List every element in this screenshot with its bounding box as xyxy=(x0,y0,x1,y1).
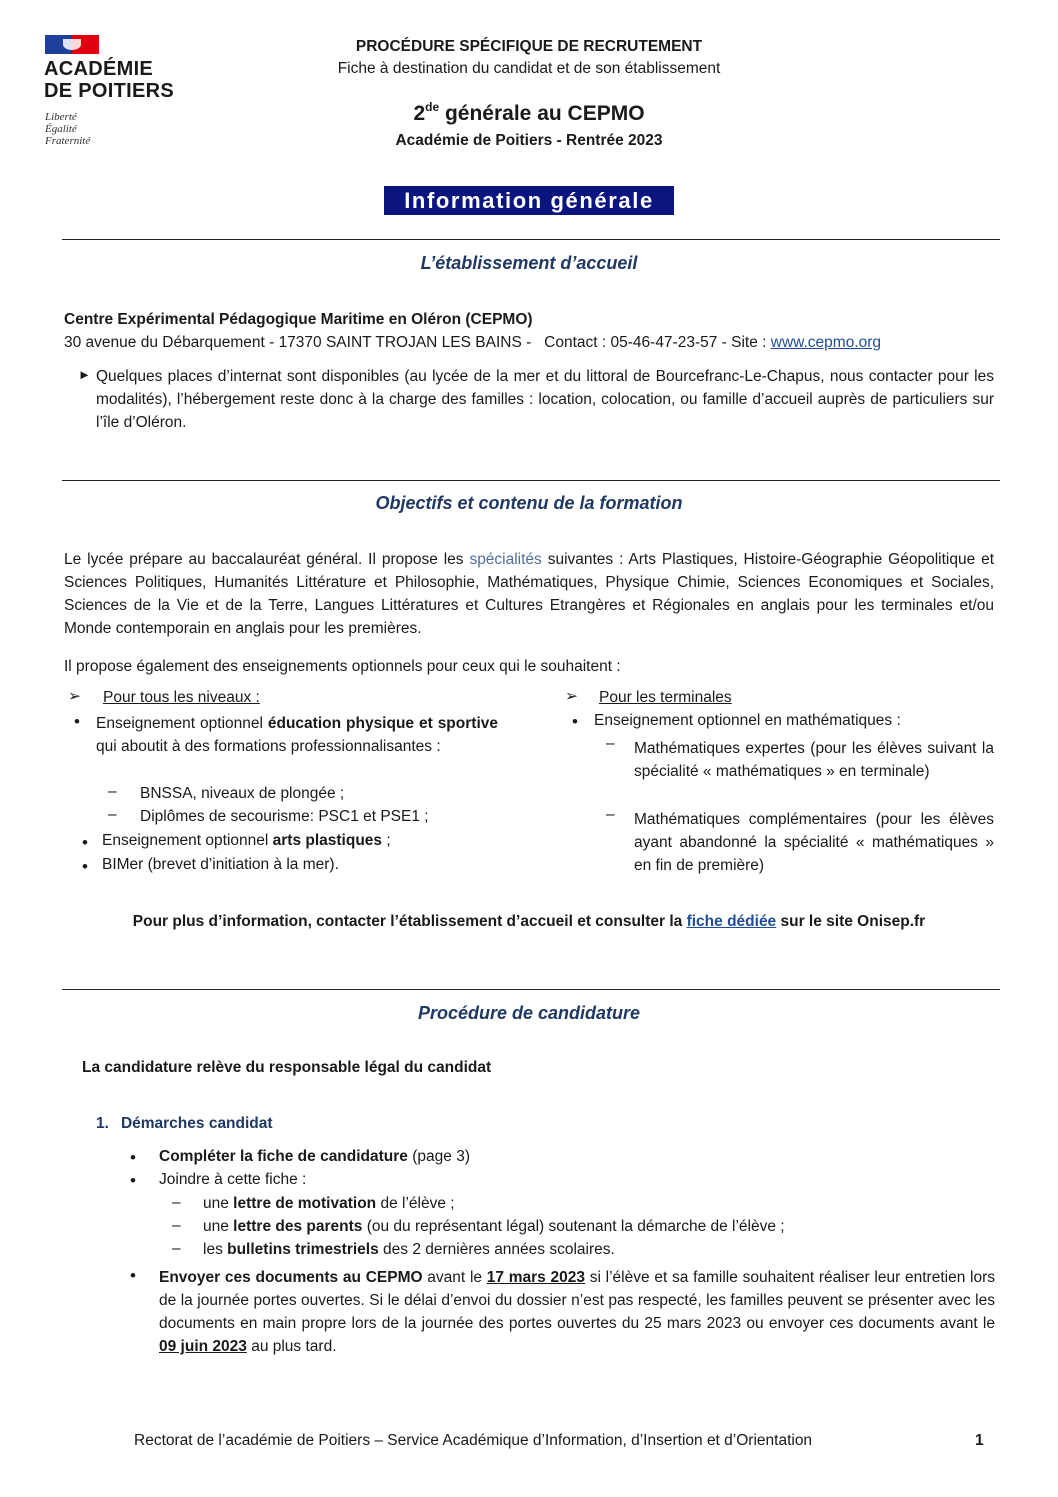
divider xyxy=(62,989,1000,990)
arrow-bullet-icon: ➢ xyxy=(68,688,81,705)
school-address: 30 avenue du Débarquement - 17370 SAINT TROJAN LES BAINS - Contact : 05-46-47-23-57 - Site : www.cepmo.org xyxy=(64,334,882,351)
fiche-dediee-link[interactable]: fiche dédiée xyxy=(686,913,777,930)
option-maths: Enseignement optionnel en mathématiques : xyxy=(594,712,901,729)
bullet-icon: • xyxy=(130,1266,136,1285)
republic-motto: Liberté Égalité Fraternité xyxy=(45,111,91,147)
step-item-joindre: Joindre à cette fiche : xyxy=(159,1171,307,1188)
right-column-heading: Pour les terminales xyxy=(599,689,732,706)
maths-complementaires: Mathématiques complémentaires (pour les élèves ayant abandonné la spécialité « mathématiques » en fin de première) xyxy=(634,811,994,874)
section-title-etablissement: L’établissement d’accueil xyxy=(420,253,638,273)
joindre-lettre-motivation: une lettre de motivation de l’élève ; xyxy=(203,1195,455,1212)
school-name: Centre Expérimental Pédagogique Maritime en Oléron (CEPMO) xyxy=(64,311,533,328)
objectifs-paragraph: Le lycée prépare au baccalauréat général. Il propose les spécialités suivantes : Arts Plastiques, Histoire-Géographie Géopolitique et Sciences Politiques, Humanités Littérature et Philosophie, Mathématiques, Physique Chimie, Sciences Economiques et Sociales, Sciences de la Vie et de la Terre, Langues Littératures et Cultures Etrangères et Régionales en anglais pour les terminales et/ou Monde contemporain en anglais pour les premières. xyxy=(64,551,995,637)
step-item-complete: Compléter la fiche de candidature (page 3) xyxy=(159,1148,470,1165)
bullet-icon: • xyxy=(130,1171,136,1190)
procedure-heading: PROCÉDURE SPÉCIFIQUE DE RECRUTEMENT xyxy=(355,38,703,55)
bullet-icon: • xyxy=(82,857,88,876)
option-eps: Enseignement optionnel éducation physique et sportive qui aboutit à des formations professionnalisantes : xyxy=(96,715,498,755)
internat-info: Quelques places d’internat sont disponibles (au lycée de la mer et du littoral de Bourcefranc-Le-Chapus, nous contacter pour les modalités), l’hébergement reste donc à la charge des familles : location, colocation, ou famille d’accueil auprès de particuliers sur l’île d’Oléron. xyxy=(96,368,994,431)
section-title-objectifs: Objectifs et contenu de la formation xyxy=(375,493,683,513)
option-arts: Enseignement optionnel arts plastiques ; xyxy=(102,832,391,849)
arrow-bullet-icon: ➢ xyxy=(565,688,578,705)
footer-text: Rectorat de l’académie de Poitiers – Service Académique d’Information, d’Insertion et d’Orientation xyxy=(134,1432,813,1449)
option-eps-sub1: BNSSA, niveaux de plongée ; xyxy=(140,785,345,802)
more-info-line: Pour plus d’information, contacter l’établissement d’accueil et consulter la fiche dédiée sur le site Onisep.fr xyxy=(132,913,926,930)
school-site-link[interactable]: www.cepmo.org xyxy=(770,334,882,351)
joindre-lettre-parents: une lettre des parents (ou du représentant légal) soutenant la démarche de l’élève ; xyxy=(203,1218,785,1235)
section-title-candidature: Procédure de candidature xyxy=(417,1003,641,1023)
specialites-link[interactable]: spécialités xyxy=(469,551,542,568)
academie-logo-name: ACADÉMIE DE POITIERS xyxy=(44,58,174,102)
step-item-envoyer: Envoyer ces documents au CEPMO avant le 17 mars 2023 si l’élève et sa famille souhaitent réaliser leur entretien lors de la journée portes ouvertes. Si le délai d’envoi du dossier n’est pas respecté, les familles peuvent se présenter avec les documents en main propre lors de la journée des portes ouvertes du 25 mars 2023 ou envoyer ces documents avant le 09 juin 2023 au plus tard. xyxy=(159,1269,996,1355)
bullet-icon: • xyxy=(572,712,578,731)
academie-rentree: Académie de Poitiers - Rentrée 2023 xyxy=(395,132,663,149)
step-heading: 1. Démarches candidat xyxy=(96,1115,273,1132)
joindre-bulletins: les bulletins trimestriels des 2 dernières années scolaires. xyxy=(203,1241,615,1258)
bullet-icon: • xyxy=(82,833,88,852)
bullet-icon: • xyxy=(74,712,80,731)
candidature-intro: La candidature relève du responsable légal du candidat xyxy=(82,1059,492,1076)
triangle-bullet-icon: ► xyxy=(78,367,91,382)
section-banner: Information générale xyxy=(384,186,674,215)
left-column-heading: Pour tous les niveaux : xyxy=(103,689,260,706)
fiche-subtitle: Fiche à destination du candidat et de son établissement xyxy=(337,60,721,77)
divider xyxy=(62,480,1000,481)
page-title: 2de générale au CEPMO xyxy=(413,100,645,125)
page-number: 1 xyxy=(975,1432,984,1449)
maths-expertes: Mathématiques expertes (pour les élèves suivant la spécialité « mathématiques » en terminale) xyxy=(634,740,994,780)
option-bimer: BIMer (brevet d’initiation à la mer). xyxy=(102,856,339,873)
options-intro: Il propose également des enseignements optionnels pour ceux qui le souhaitent : xyxy=(64,658,621,675)
bullet-icon: • xyxy=(130,1148,136,1167)
option-eps-sub2: Diplômes de secourisme: PSC1 et PSE1 ; xyxy=(140,808,429,825)
divider xyxy=(62,239,1000,240)
